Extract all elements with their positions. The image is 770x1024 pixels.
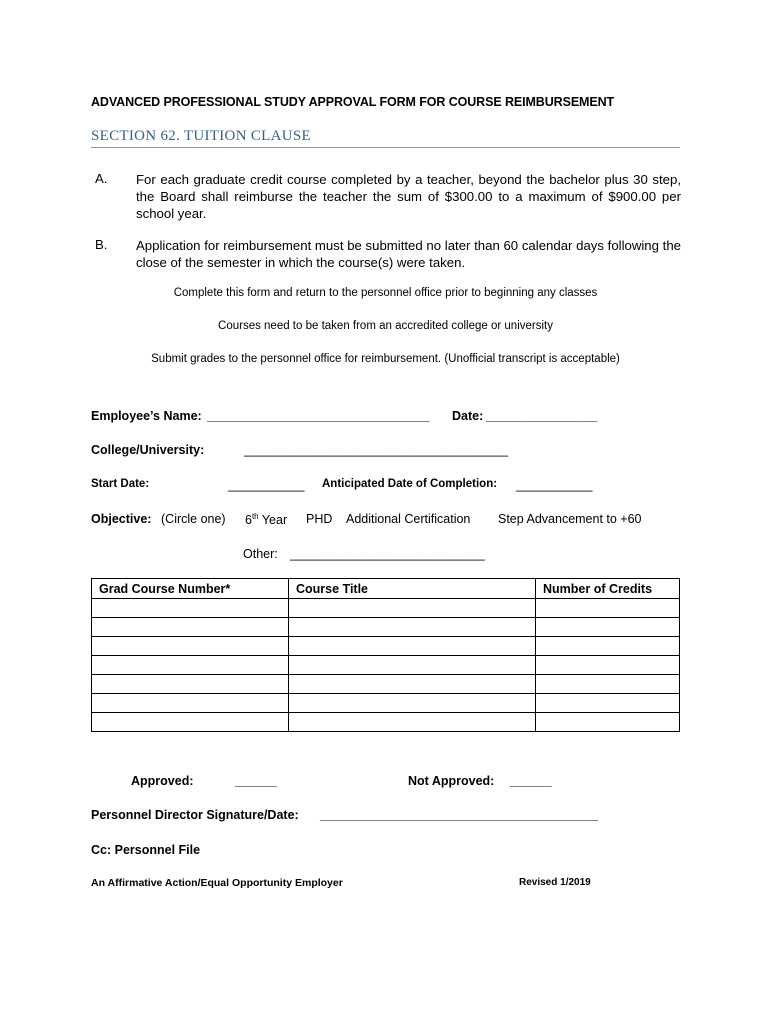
table-cell[interactable]	[289, 618, 536, 637]
table-cell[interactable]	[536, 675, 680, 694]
form-title: ADVANCED PROFESSIONAL STUDY APPROVAL FORM FOR COURSE REIMBURSEMENT	[91, 95, 615, 109]
clause-b-text: Application for reimbursement must be submitted no later than 60 calendar days following the close of the semester in which the course(s) were taken.	[136, 238, 681, 270]
date-field[interactable]: ________________	[486, 409, 598, 423]
cc-personnel-file: Cc: Personnel File	[91, 843, 201, 857]
not-approved-field[interactable]: ______	[510, 774, 552, 788]
employee-name-field[interactable]: ________________________________	[207, 409, 430, 423]
table-row	[92, 599, 680, 618]
table-cell[interactable]	[92, 694, 289, 713]
date-label: Date:	[452, 409, 484, 423]
table-cell[interactable]	[289, 599, 536, 618]
table-cell[interactable]	[536, 656, 680, 675]
table-cell[interactable]	[92, 713, 289, 732]
not-approved-label: Not Approved:	[408, 774, 495, 788]
objective-option-6th-year[interactable]	[245, 512, 287, 527]
course-table	[91, 578, 680, 732]
start-date-field[interactable]: ___________	[228, 478, 305, 492]
table-cell[interactable]	[536, 713, 680, 732]
objective-option-phd[interactable]: PHD	[306, 512, 333, 526]
other-label: Other:	[243, 547, 278, 561]
table-header-row	[92, 579, 680, 599]
instruction-accredited: Courses need to be taken from an accredited college or university	[218, 320, 553, 332]
completion-date-field[interactable]: ___________	[516, 478, 593, 492]
table-cell[interactable]	[92, 599, 289, 618]
objective-label: Objective:	[91, 512, 152, 526]
table-cell[interactable]	[92, 675, 289, 694]
table-cell[interactable]	[92, 637, 289, 656]
table-cell[interactable]	[92, 656, 289, 675]
college-label: College/University:	[91, 443, 205, 457]
header-grad-course-number: Grad Course Number*	[92, 579, 289, 599]
clause-b-letter: B.	[95, 237, 108, 252]
approved-label: Approved:	[131, 774, 194, 788]
objective-6th-sup: th	[251, 512, 259, 521]
signature-label: Personnel Director Signature/Date:	[91, 808, 299, 822]
table-cell[interactable]	[289, 656, 536, 675]
header-number-of-credits: Number of Credits	[536, 579, 680, 599]
table-cell[interactable]	[289, 713, 536, 732]
table-cell[interactable]	[536, 637, 680, 656]
approved-field[interactable]: ______	[235, 774, 277, 788]
instruction-complete-form: Complete this form and return to the personnel office prior to beginning any classes	[173, 287, 598, 299]
table-cell[interactable]	[536, 599, 680, 618]
table-row	[92, 637, 680, 656]
completion-date-label: Anticipated Date of Completion:	[322, 478, 498, 490]
table-row	[92, 713, 680, 732]
clause-a-letter: A.	[95, 171, 108, 186]
start-date-label: Start Date:	[91, 478, 150, 490]
objective-6th-suffix: Year	[258, 513, 288, 528]
section-divider	[91, 147, 680, 148]
objective-6th-number: 6	[245, 513, 252, 528]
table-row	[92, 618, 680, 637]
instruction-submit-grades: Submit grades to the personnel office for reimbursement. (Unofficial transcript is acceptable)	[151, 353, 620, 365]
objective-option-certification[interactable]: Additional Certification	[346, 512, 471, 526]
footer-employer: An Affirmative Action/Equal Opportunity Employer	[91, 877, 343, 889]
footer-revised: Revised 1/2019	[519, 877, 591, 888]
objective-hint: (Circle one)	[161, 512, 226, 526]
clause-a-text: For each graduate credit course completed by a teacher, beyond the bachelor plus 30 step, the Board shall reimburse the teacher the sum of $300.00 to a maximum of $900.00 per school year.	[136, 172, 681, 221]
table-row	[92, 656, 680, 675]
signature-field[interactable]: ________________________________________	[320, 808, 599, 822]
table-cell[interactable]	[536, 618, 680, 637]
table-cell[interactable]	[92, 618, 289, 637]
table-cell[interactable]	[536, 694, 680, 713]
employee-name-label: Employee’s Name:	[91, 409, 202, 423]
college-field[interactable]: ______________________________________	[244, 443, 509, 457]
table-row	[92, 694, 680, 713]
objective-option-step[interactable]: Step Advancement to +60	[498, 512, 642, 526]
table-cell[interactable]	[289, 675, 536, 694]
table-cell[interactable]	[289, 694, 536, 713]
table-cell[interactable]	[289, 637, 536, 656]
header-course-title: Course Title	[289, 579, 536, 599]
table-row	[92, 675, 680, 694]
other-field[interactable]: ____________________________	[290, 547, 485, 561]
section-heading: SECTION 62. TUITION CLAUSE	[91, 128, 312, 144]
